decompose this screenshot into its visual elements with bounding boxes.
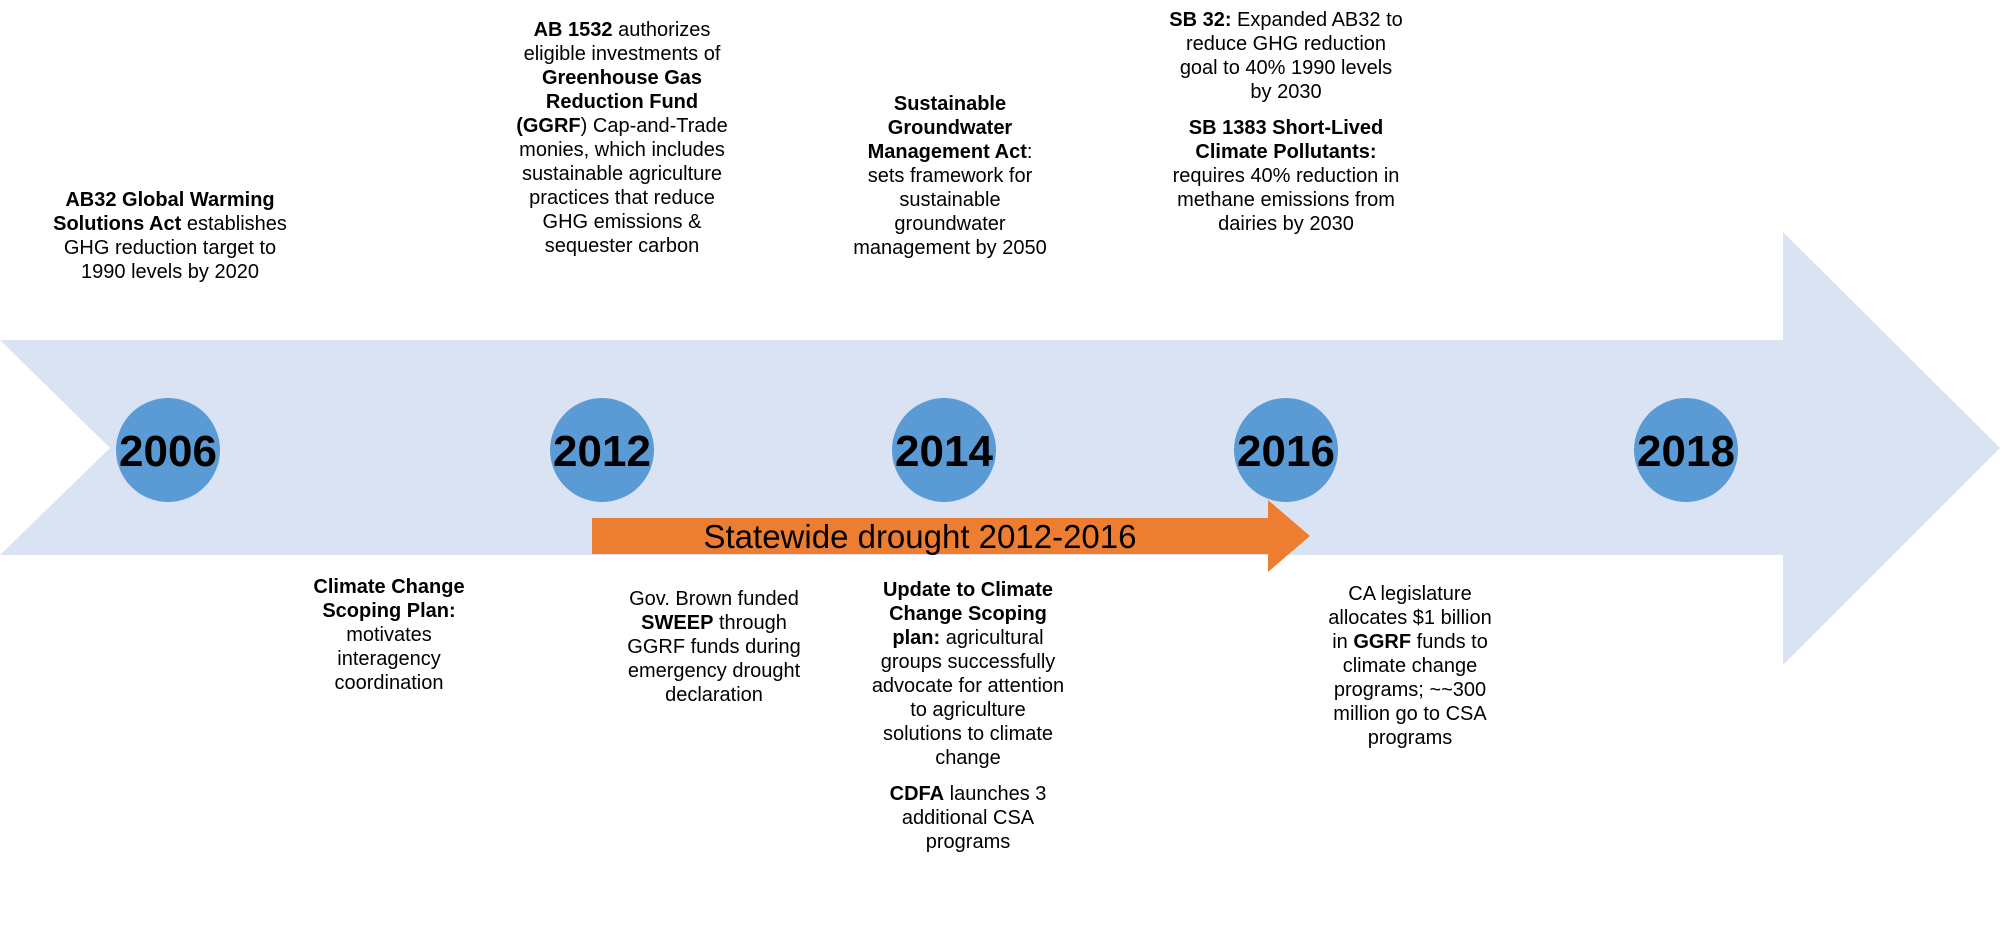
note-text: through GGRF funds during emergency drought declaration: [627, 612, 801, 706]
note-text: funds to climate change programs; ~~300 million go to CSA programs: [1333, 631, 1488, 749]
event-sgma: [850, 92, 1050, 260]
note-text: : sets framework for sustainable groundwater management by 2050: [853, 141, 1047, 259]
event-sweep: [614, 587, 814, 707]
note-text: Expanded AB32 to reduce GHG reduction goal to 40% 1990 levels by 2030: [1179, 9, 1403, 103]
note-text: launches 3 additional CSA programs: [901, 783, 1047, 853]
year-marker-0: [116, 398, 220, 502]
note-text: requires 40% reduction in methane emissions from dairies by 2030: [1172, 165, 1400, 235]
year-label: 2018: [1637, 427, 1735, 476]
year-label: 2006: [119, 427, 217, 476]
note-text-bold: AB 1532: [533, 19, 613, 41]
note-paragraph: [508, 18, 736, 258]
event-scoping-update-cdfa: [868, 578, 1068, 854]
year-marker-2: [892, 398, 996, 502]
note-paragraph: [614, 587, 814, 707]
note-text: Gov. Brown funded: [629, 588, 799, 610]
year-marker-3: [1234, 398, 1338, 502]
note-text-bold: Update to Climate Change Scoping plan:: [882, 579, 1054, 649]
event-sb32-sb1383: [1168, 8, 1404, 236]
note-text-bold: AB32 Global Warming Solutions Act: [53, 189, 275, 235]
year-label: 2014: [895, 427, 993, 476]
note-paragraph: [868, 782, 1068, 854]
drought-label: Statewide drought 2012-2016: [703, 518, 1137, 555]
note-text: ) Cap-and-Trade monies, which includes sustainable agriculture practices that reduce GHG emissions & sequester carbon: [519, 115, 728, 257]
note-text: motivates interagency coordination: [334, 624, 444, 694]
note-text: agricultural groups successfully advocate for attention to agriculture solutions to climate change: [871, 627, 1065, 769]
note-text: authorizes eligible investments of: [523, 19, 721, 65]
note-paragraph: [50, 188, 290, 284]
event-ab1532: [508, 18, 736, 258]
event-ggrf-allocation: [1320, 582, 1500, 750]
note-text: CA legislature allocates $1 billion in: [1328, 583, 1492, 653]
note-paragraph: [1168, 8, 1404, 104]
note-text-bold: GGRF: [1353, 631, 1412, 653]
note-text-bold: SB 1383 Short-Lived Climate Pollutants:: [1188, 117, 1384, 163]
note-paragraph: [850, 92, 1050, 260]
note-paragraph: [296, 575, 482, 695]
note-text-bold: CDFA: [889, 783, 945, 805]
note-text-bold: SB 32:: [1169, 9, 1232, 31]
note-text-bold: Sustainable Groundwater Management Act: [867, 93, 1027, 163]
year-marker-4: [1634, 398, 1738, 502]
year-label: 2012: [553, 427, 651, 476]
year-marker-1: [550, 398, 654, 502]
note-paragraph: [1168, 116, 1404, 236]
note-text-bold: Climate Change Scoping Plan:: [313, 576, 465, 622]
year-label: 2016: [1237, 427, 1335, 476]
note-text-bold: Greenhouse Gas Reduction Fund (GGRF: [516, 67, 703, 137]
event-ab32: [50, 188, 290, 284]
note-paragraph: [1320, 582, 1500, 750]
event-scoping-plan: [296, 575, 482, 695]
note-text-bold: SWEEP: [641, 612, 714, 634]
note-text: establishes GHG reduction target to 1990 levels by 2020: [63, 213, 287, 283]
note-paragraph: [868, 578, 1068, 770]
